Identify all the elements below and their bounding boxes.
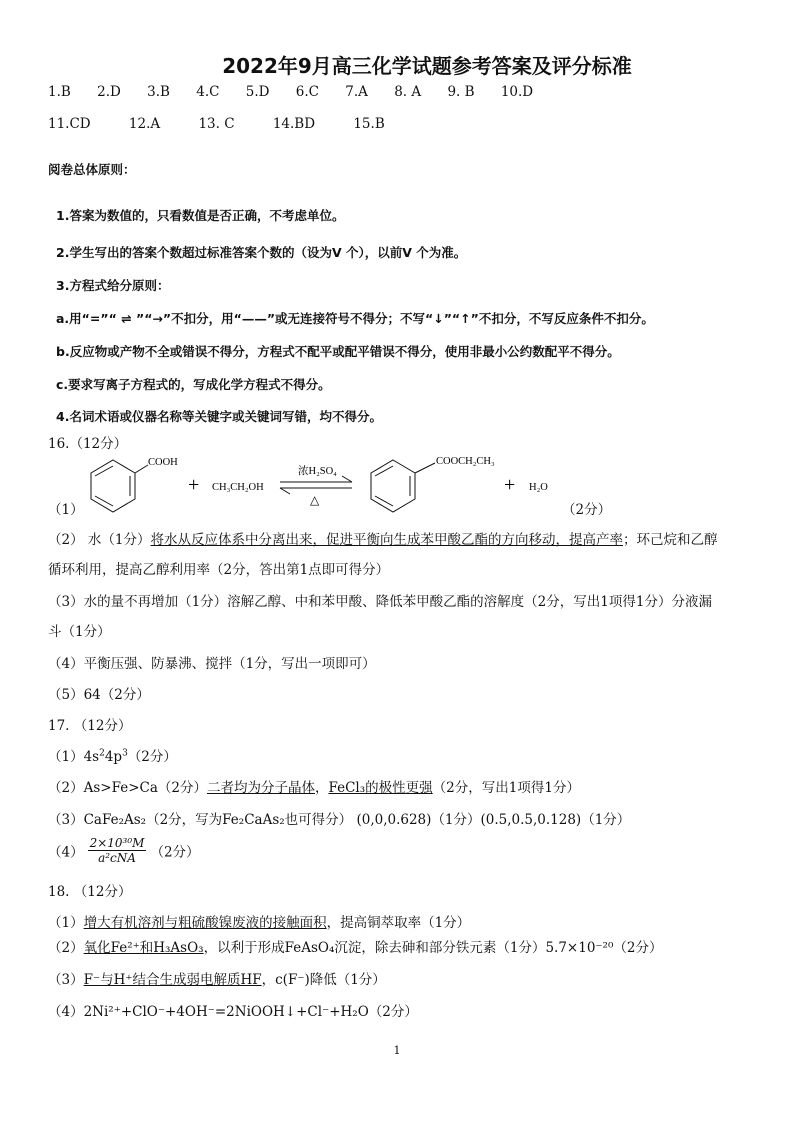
answer-item: 2.D xyxy=(97,84,121,100)
q17-part3: （3）CaFe₂As₂（2分，写为Fe₂CaAs₂也可得分） (0,0,0.628)（1分）(0.5,0.5,0.128)（1分） xyxy=(48,812,631,828)
principles-heading: 阅卷总体原则： xyxy=(48,162,136,177)
q16-part1-label: （1） xyxy=(48,502,84,518)
underlined-text: 增大有机溶剂与粗硫酸镍废液的接触面积 xyxy=(83,915,327,931)
fraction-denominator: a²cNA xyxy=(98,851,136,865)
answers-row-1 xyxy=(48,84,555,100)
reactant1-substituent: COOH xyxy=(148,457,178,468)
benzene-ring-icon xyxy=(371,460,435,512)
answer-item: 6.C xyxy=(295,84,319,100)
benzene-ring-icon xyxy=(91,460,148,512)
fraction-numerator: 2×10³⁰M xyxy=(89,836,145,850)
q16-part3: （3）水的量不再增加（1分）溶解乙醇、中和苯甲酸、降低苯甲酸乙酯的溶解度（2分，写出1项得1分）分液漏 xyxy=(48,594,712,610)
q17-part2 xyxy=(48,776,580,796)
q16-part3-cont: 斗（1分） xyxy=(48,624,111,640)
answer-item: 15.B xyxy=(353,116,385,132)
text-span: （2）As>Fe>Ca（2分） xyxy=(48,780,207,796)
q16-part1-score: （2分） xyxy=(562,502,612,518)
esterification-reaction xyxy=(80,452,640,522)
answer-item: 3.B xyxy=(147,84,170,100)
answer-item: 9. B xyxy=(447,84,475,100)
q18-header: 18. （12分） xyxy=(48,884,132,900)
q17-part4 xyxy=(48,836,200,865)
q18-part4: （4）2Ni²⁺+ClO⁻+4OH⁻=2NiOOH↓+Cl⁻+H₂O（2分） xyxy=(48,1004,418,1020)
heat-condition: △ xyxy=(310,493,320,507)
answer-item: 14.BD xyxy=(272,116,316,132)
principle-item: 4.名词术语或仪器名称等关键字或关键词写错，均不得分。 xyxy=(56,409,382,424)
q16-part2-cont: 循环利用，提高乙醇利用率（2分，答出第1点即可得分） xyxy=(48,562,390,578)
reactant2: CH₃CH₂OH xyxy=(212,482,264,493)
answer-item: 11.CD xyxy=(48,116,91,132)
underlined-text: F⁻与H⁺结合生成弱电解质HF xyxy=(83,972,262,988)
text-span: （2分） xyxy=(150,844,200,861)
q16-part2 xyxy=(48,528,717,548)
underlined-text: FeCl₃的极性更强 xyxy=(328,780,433,796)
text-span: ；环己烷和乙醇 xyxy=(622,532,718,548)
text-span: （1）4s xyxy=(48,749,100,765)
q16-header: 16.（12分） xyxy=(48,436,128,452)
answers-row-2 xyxy=(48,116,407,132)
plus-sign: + xyxy=(504,474,516,496)
answer-item: 4.C xyxy=(196,84,220,100)
principle-item: 2.学生写出的答案个数超过标准答案个数的（设为V 个），以前V 个为准。 xyxy=(56,245,467,260)
answer-item: 10.D xyxy=(500,84,534,100)
page-title: 2022年9月高三化学试题参考答案及评分标准 xyxy=(222,54,632,78)
q17-part1 xyxy=(48,745,177,765)
q18-part2 xyxy=(48,936,662,956)
answer-item: 12.A xyxy=(128,116,161,132)
text-span: ，c(F⁻)降低（1分） xyxy=(261,972,386,988)
answer-item: 8. A xyxy=(394,84,422,100)
text-span: （2分，写出1项得1分） xyxy=(432,780,580,796)
text-span: （2分） xyxy=(127,749,177,765)
text-span: ， xyxy=(314,780,329,796)
plus-sign: + xyxy=(188,474,200,496)
answer-item: 7.A xyxy=(345,84,368,100)
underlined-text: 氧化Fe²⁺和H₃AsO₃ xyxy=(83,940,204,956)
principle-item: 3.方程式给分原则： xyxy=(56,278,170,293)
equilibrium-arrow-icon xyxy=(280,476,352,494)
q16-part4: （4）平衡压强、防暴沸、搅拌（1分，写出一项即可） xyxy=(48,656,376,672)
principle-item: a.用“=”“ ⇌ ”“→”不扣分，用“——”或无连接符号不得分；不写“↓”“↑”不扣分，不写反应条件不扣分。 xyxy=(56,311,654,326)
q18-part3 xyxy=(48,968,386,988)
q18-part1 xyxy=(48,911,470,931)
superscript: 2 xyxy=(99,748,105,759)
text-span: ，提高铜萃取率（1分） xyxy=(326,915,471,931)
text-span: （3） xyxy=(48,972,84,988)
superscript: 3 xyxy=(122,748,128,759)
text-span: （2） 水（1分） xyxy=(48,532,151,548)
q16-part5: （5）64（2分） xyxy=(48,687,150,703)
text-span: （4） xyxy=(48,844,84,861)
q17-header: 17. （12分） xyxy=(48,718,132,734)
catalyst-label: 浓H₂SO₄ xyxy=(298,466,337,477)
text-span: ，以利于形成FeAsO₄沉淀，除去砷和部分铁元素（1分）5.7×10⁻²⁰（2分） xyxy=(203,940,663,956)
underlined-text: 二者均为分子晶体 xyxy=(206,780,315,796)
principle-item: c.要求写离子方程式的，写成化学方程式不得分。 xyxy=(56,377,331,392)
text-span: 4p xyxy=(104,749,123,765)
answer-item: 5.D xyxy=(245,84,270,100)
principle-item: b.反应物或产物不全或错误不得分，方程式不配平或配平错误不得分，使用非最小公约数配平不得分。 xyxy=(56,344,620,359)
page-number: 1 xyxy=(393,1044,401,1057)
product1-substituent: COOCH₂CH₃ xyxy=(436,456,495,467)
underlined-text: 将水从反应体系中分离出来，促进平衡向生成苯甲酸乙酯的方向移动，提高产率 xyxy=(150,532,623,548)
principle-item: 1.答案为数值的，只看数值是否正确，不考虑单位。 xyxy=(56,208,345,223)
product2: H₂O xyxy=(529,482,548,493)
answer-item: 1.B xyxy=(48,84,71,100)
text-span: （2） xyxy=(48,940,84,956)
fraction-formula xyxy=(88,836,147,865)
text-span: （1） xyxy=(48,915,84,931)
answer-item: 13. C xyxy=(198,116,235,132)
